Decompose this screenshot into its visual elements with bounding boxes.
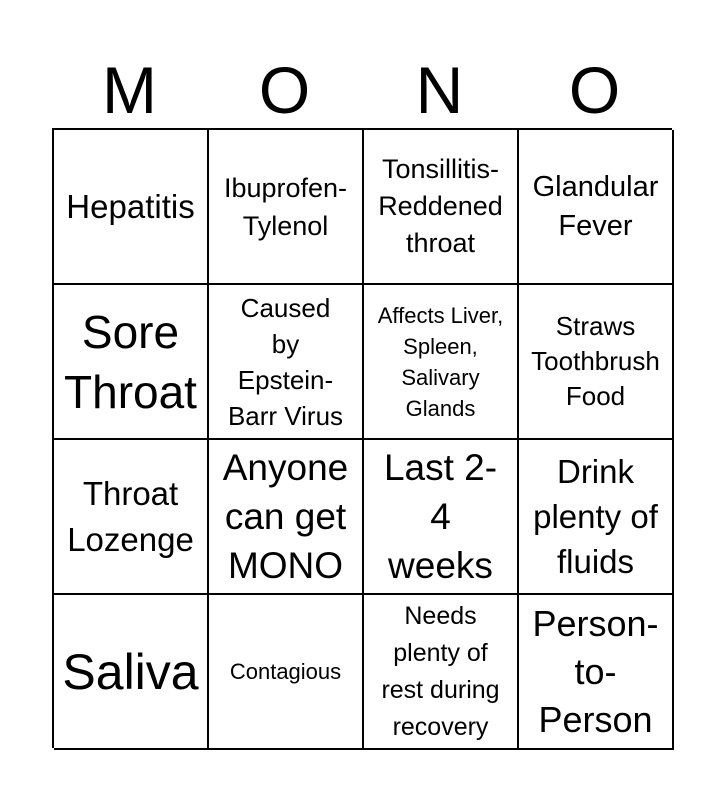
- header-letter-o: O: [568, 53, 621, 127]
- cell-text: Ibuprofen- Tylenol: [223, 172, 348, 241]
- cell-text: Contagious: [229, 658, 342, 684]
- bingo-cell[interactable]: [54, 285, 209, 440]
- cell-text: Anyone can get MONO: [222, 447, 349, 586]
- bingo-cell[interactable]: [54, 440, 209, 595]
- header-letter-m: M: [102, 53, 157, 127]
- cell-text: Person- to- Person: [532, 602, 659, 740]
- bingo-cell[interactable]: [209, 285, 364, 440]
- bingo-cell[interactable]: [519, 440, 674, 595]
- bingo-cell[interactable]: [54, 595, 209, 750]
- cell-text: Caused by Epstein- Barr Virus: [227, 292, 344, 431]
- cell-text: Saliva: [62, 643, 199, 700]
- bingo-cell[interactable]: [364, 130, 519, 285]
- bingo-cell[interactable]: [54, 130, 209, 285]
- bingo-cell[interactable]: [209, 130, 364, 285]
- bingo-cell[interactable]: [364, 285, 519, 440]
- cell-text: Needs plenty of rest during recovery: [381, 601, 500, 741]
- cell-text: Straws Toothbrush Food: [531, 311, 660, 411]
- bingo-cell[interactable]: [364, 440, 519, 595]
- header-letter-n: N: [415, 53, 464, 127]
- bingo-card-grid: [52, 128, 672, 748]
- bingo-cell[interactable]: [364, 595, 519, 750]
- cell-text: Tonsillitis- Reddened throat: [378, 154, 503, 258]
- cell-text: Hepatitis: [66, 187, 195, 225]
- bingo-header: [52, 52, 672, 128]
- bingo-cell[interactable]: [519, 285, 674, 440]
- cell-text: Sore Throat: [64, 305, 197, 418]
- bingo-cell[interactable]: [209, 595, 364, 750]
- cell-text: Glandular Fever: [532, 170, 659, 242]
- bingo-cell[interactable]: [519, 595, 674, 750]
- cell-text: Affects Liver, Spleen, Salivary Glands: [377, 302, 504, 421]
- bingo-cell[interactable]: [519, 130, 674, 285]
- cell-text: Last 2- 4 weeks: [383, 447, 498, 586]
- header-letter-o: O: [258, 53, 311, 127]
- cell-text: Drink plenty of fluids: [533, 453, 658, 580]
- cell-text: Throat Lozenge: [67, 474, 194, 558]
- bingo-cell[interactable]: [209, 440, 364, 595]
